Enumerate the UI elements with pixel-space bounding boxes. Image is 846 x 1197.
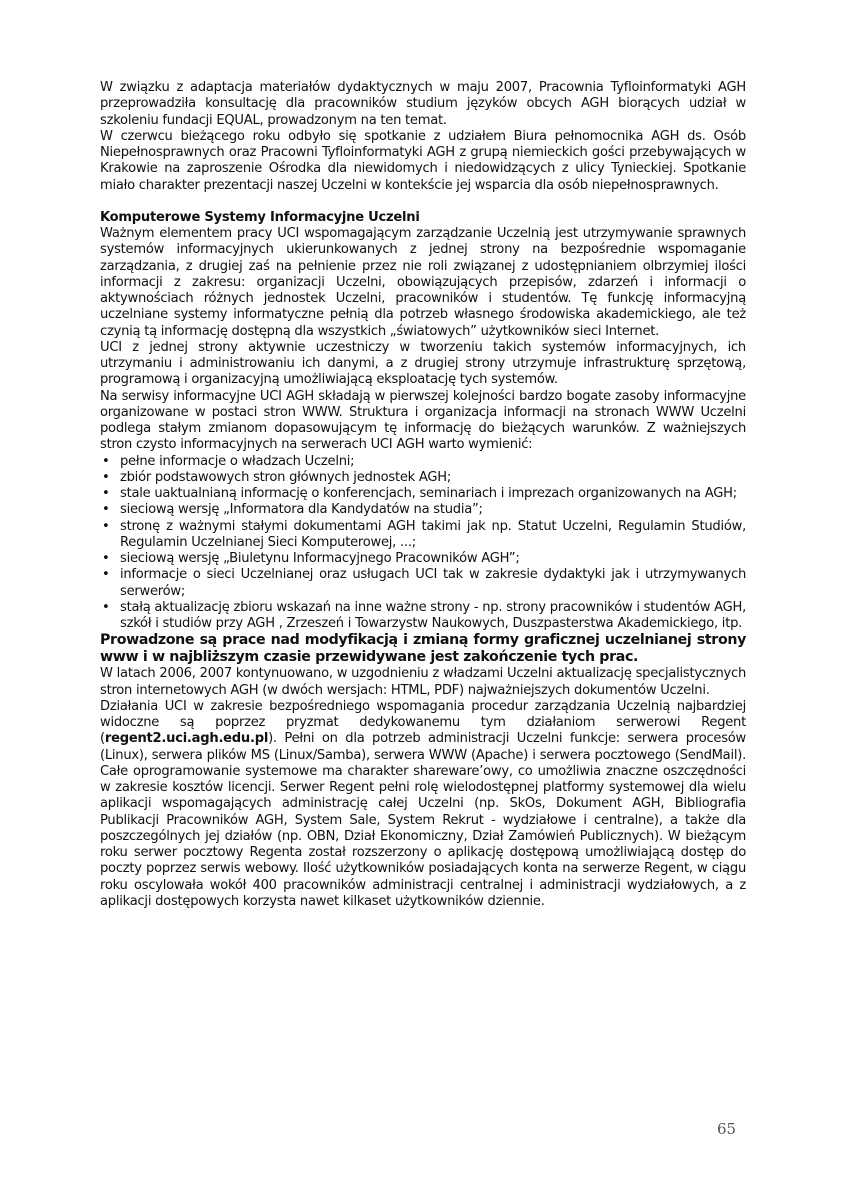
list-item	[100, 600, 746, 633]
list-item-text: sieciową wersję „Biuletynu Informacyjnego Pracowników AGH”;	[120, 551, 520, 566]
list-item-text: sieciową wersję „Informatora dla Kandydatów na studia”;	[120, 502, 483, 518]
document-page	[100, 80, 746, 910]
list-item	[100, 454, 746, 470]
list-item-text: stale uaktualnianą informację o konferencjach, seminariach i imprezach organizowanych na AGH;	[120, 486, 737, 501]
bullet-icon: •	[102, 567, 110, 583]
bullet-icon: •	[102, 599, 110, 615]
bullet-icon: •	[102, 469, 110, 485]
paragraph-web-services: Na serwisy informacyjne UCI AGH składają w pierwszej kolejności bardzo bogate zasoby informacyjne organizowane w postaci stron WWW. Struktura i organizacja informacji na stronach WWW Uczelni podlega stałym zmianom dopasowującym tę informację do bieżących warunków. Z ważniejszych stron czysto informacyjnych na serwerach UCI AGH warto wymienić:	[100, 388, 746, 453]
list-item	[100, 551, 746, 567]
list-item	[100, 470, 746, 486]
paragraph-equal: W związku z adaptacja materiałów dydaktycznych w maju 2007, Pracownia Tyfloinformatyki AGH przeprowadziła konsultację dla pracowników studium języków obcych AGH biorących udział w szkoleniu fundacji EQUAL, prowadzonym na ten temat.	[100, 80, 746, 128]
list-item-text: zbiór podstawowych stron głównych jednostek AGH;	[120, 469, 452, 485]
paragraph-2006-2007: W latach 2006, 2007 kontynuowano, w uzgodnieniu z władzami Uczelni aktualizację specjalistycznych stron internetowych AGH (w dwóch wersjach: HTML, PDF) najważniejszych dokumentów Uczelni.	[100, 666, 746, 698]
paragraph-june-meeting: W czerwcu bieżącego roku odbyło się spotkanie z udziałem Biura pełnomocnika AGH ds. Osób Niepełnosprawnych oraz Pracowni Tyfloinformatyki AGH z grupą niemieckich gości przebywających w Krakowie na zaproszenie Ośrodka dla niewidomych i niedowidzących z ulicy Tynieckiej. Spotkanie miało charakter prezentacji naszej Uczelni w kontekście jej wsparcia dla osób niepełnosprawnych.	[100, 128, 746, 193]
list-item	[100, 567, 746, 600]
bullet-list	[100, 454, 746, 633]
bullet-icon: •	[102, 502, 110, 518]
list-item-text: informacje o sieci Uczelnianej oraz usługach UCI tak w zakresie dydaktyki jak i utrzymywanych serwerów;	[120, 567, 746, 599]
bullet-icon: •	[102, 518, 110, 534]
list-item	[100, 519, 746, 552]
spacer	[100, 194, 746, 210]
regent-text-before: Działania UCI w zakresie bezpośredniego wspomagania procedur zarządzania Uczelnią najbardziej widoczne są poprzez pryzmat dedykowanemu tym działaniom serwerowi Regent (	[100, 698, 746, 747]
bullet-icon: •	[102, 453, 110, 469]
list-item	[100, 502, 746, 518]
list-item-text: stałą aktualizację zbioru wskazań na inne ważne strony - np. strony pracowników i studentów AGH, szkół i studiów przy AGH , Zrzeszeń i Towarzystw Naukowych, Duszpasterstwa Akademickiego, itp.	[120, 599, 746, 631]
paragraph-systems: Ważnym elementem pracy UCI wspomagającym zarządzanie Uczelnią jest utrzymywanie sprawnych systemów informacyjnych ukierunkowanych z jednej strony na bezpośrednie wspomaganie zarządzania, z drugiej zaś na pełnienie przez nie roli związanej z udostępnianiem olbrzymiej ilości informacji z zakresu: organizacji Uczelni, obowiązujących przepisów, zdarzeń i informacji o aktywnościach różnych jednostek Uczelni, pracowników i studentów. Tę funkcję informacyjną uczelniane systemy informatyczne pełnią dla potrzeb własnego środowiska akademickiego, ale też czynią tą informację dostępną dla wszystkich „światowych” użytkowników sieci Internet.	[100, 226, 746, 339]
page-number: 65	[717, 1120, 737, 1138]
paragraph-uci-role: UCI z jednej strony aktywnie uczestniczy w tworzeniu takich systemów informacyjnych, ich utrzymaniu i administrowaniu ich danymi, a z drugiej strony utrzymuje infrastrukturę sprzętową, programową i organizacyjną umożliwiającą eksploatację tych systemów.	[100, 339, 746, 388]
bullet-icon: •	[102, 486, 110, 501]
regent-text-after: ). Pełni on dla potrzeb administracji Uczelni funkcje: serwera procesów (Linux), serwera plików MS (Linux/Samba), serwera WWW (Apache) i serwera pocztowego (SendMail). Całe oprogramowanie systemowe ma charakter shareware’owy, co umożliwia znaczne oszczędności w zakresie kosztów licencji. Serwer Regent pełni rolę wielodostępnej platformy systemowej dla wielu aplikacji wspomagających administrację całej Uczelni (np. SkOs, Dokument AGH, Bibliografia Publikacji Pracowników AGH, System Sale, System Rekrut - wydziałowe i centralne), a także dla poszczególnych jej działów (np. OBN, Dział Ekonomiczny, Dział Zamówień Publicznych). W bieżącym roku serwer pocztowy Regenta został rozszerzony o aplikację dostępową umożliwiającą dostęp do poczty poprzez serwis webowy. Ilość użytkowników posiadających konta na serwerze Regent, w ciągu roku oscylowała wokół 400 pracowników administracji centralnej i administracji wydziałowych, a z aplikacji dostępowych korzysta nawet kilkaset użytkowników dziennie.	[100, 731, 746, 909]
list-item	[100, 486, 746, 502]
paragraph-regent	[100, 699, 746, 910]
regent-hostname: regent2.uci.agh.edu.pl	[104, 731, 269, 747]
list-item-text: stronę z ważnymi stałymi dokumentami AGH takimi jak np. Statut Uczelni, Regulamin Studiów, Regulamin Uczelnianej Sieci Komputerowej, ...;	[120, 518, 746, 550]
bold-statement: Prowadzone są prace nad modyfikacją i zmianą formy graficznej uczelnianej strony www i w najbliższym czasie przewidywane jest zakończenie tych prac.	[100, 632, 746, 666]
list-item-text: pełne informacje o władzach Uczelni;	[120, 453, 355, 469]
section-heading: Komputerowe Systemy Informacyjne Uczelni	[100, 209, 420, 225]
bullet-icon: •	[102, 551, 110, 566]
